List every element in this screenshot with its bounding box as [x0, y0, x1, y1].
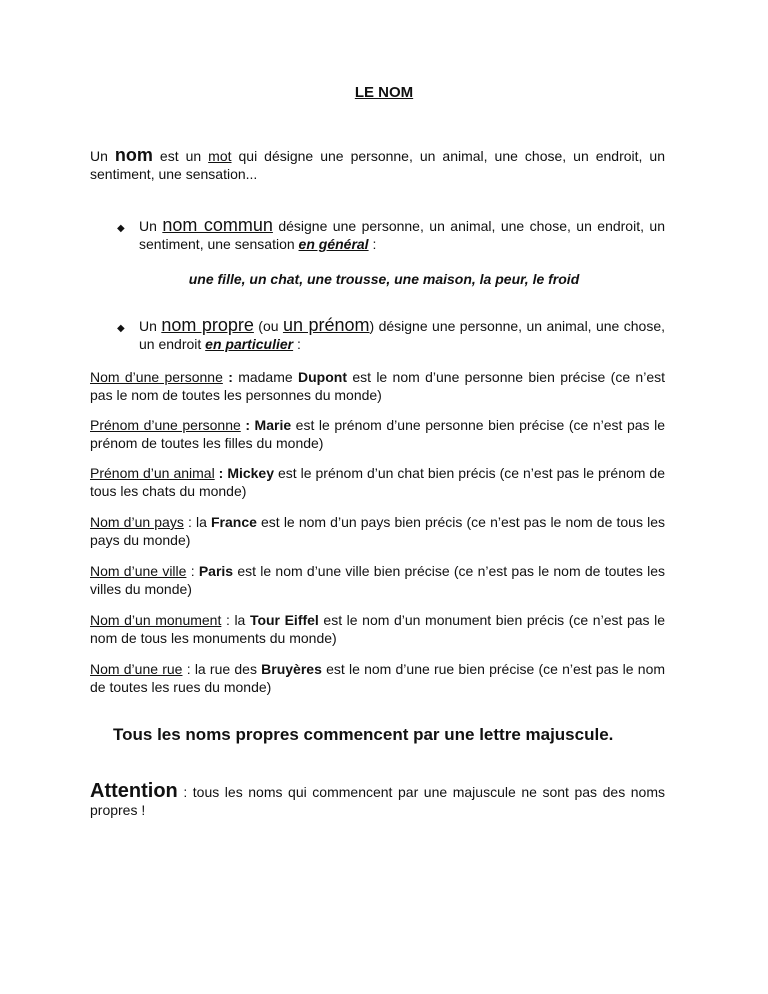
item-sep: :: [186, 563, 199, 579]
intro-text-2: est un: [152, 148, 209, 164]
b2-term-1: nom propre: [161, 315, 254, 335]
bullet-nom-propre: [139, 316, 665, 353]
item-sep: :: [222, 369, 239, 385]
b2-text-3: ) désigne une personne, un animal, une chose, un endroit: [139, 318, 665, 352]
list-item: [90, 660, 665, 696]
item-sep: :: [221, 612, 235, 628]
list-item: [90, 416, 665, 452]
item-name: Dupont: [298, 369, 347, 385]
item-label: Prénom d’une personne: [90, 417, 241, 433]
item-sep: :: [183, 514, 196, 530]
list-item: [90, 368, 665, 404]
list-item: [90, 611, 665, 647]
diamond-bullet-icon: ◆: [117, 323, 125, 334]
item-name: Mickey: [227, 465, 275, 481]
b2-term-2: un prénom: [282, 315, 370, 335]
b1-text-1: Un: [139, 218, 163, 234]
item-label: Nom d’une ville: [90, 563, 187, 579]
page-title: LE NOM: [354, 84, 414, 101]
item-name: Marie: [254, 417, 292, 433]
intro-nom: nom: [114, 145, 153, 165]
item-post: est le prénom d’une personne bien précise (ce n’est pas le prénom de toutes les filles du monde): [90, 417, 665, 451]
bullet-nom-commun: [139, 216, 665, 253]
item-name: Paris: [198, 563, 234, 579]
item-post: est le nom d’un pays bien précis (ce n’est pas le nom de tous les pays du monde): [90, 514, 665, 548]
item-label: Nom d’un monument: [90, 612, 222, 628]
item-pre: madame: [238, 369, 298, 385]
attention-word: Attention: [90, 780, 178, 802]
item-name: France: [210, 514, 257, 530]
item-sep: :: [182, 661, 195, 677]
intro-mot: mot: [208, 148, 232, 164]
b2-emph: en particulier: [205, 336, 294, 352]
intro-text-3: qui désigne une personne, un animal, une chose, un endroit, un sentiment, une sensation...: [90, 148, 665, 182]
item-name: Tour Eiffel: [249, 612, 319, 628]
attention-paragraph: [90, 782, 665, 819]
item-label: Nom d’une personne: [90, 369, 223, 385]
intro-paragraph: [90, 146, 665, 183]
item-sep: :: [214, 465, 228, 481]
b1-text-3: :: [368, 236, 377, 252]
b1-emph: en général: [298, 236, 369, 252]
item-label: Nom d’une rue: [90, 661, 183, 677]
b2-text-2: (ou: [253, 318, 283, 334]
item-pre: la: [195, 514, 211, 530]
b2-text-1: Un: [139, 318, 162, 334]
list-item: [90, 562, 665, 598]
item-sep: :: [240, 417, 255, 433]
attention-text: : tous les noms qui commencent par une majuscule ne sont pas des noms propres !: [90, 784, 665, 818]
item-post: est le nom d’une personne bien précise (ce n’est pas le nom de toutes les personnes du monde): [90, 369, 665, 403]
b1-text-2: désigne une personne, un animal, une chose, un endroit, un sentiment, une sensation: [139, 218, 665, 252]
item-label: Prénom d’un animal: [90, 465, 215, 481]
examples-line: une fille, un chat, une trousse, une maison, la peur, le froid: [188, 271, 580, 287]
item-pre: la rue des: [194, 661, 262, 677]
item-pre: la: [234, 612, 250, 628]
diamond-bullet-icon: ◆: [117, 223, 125, 234]
list-item: [90, 513, 665, 549]
item-post: est le prénom d’un chat bien précis (ce n’est pas le prénom de tous les chats du monde): [90, 465, 665, 499]
conclusion-heading: Tous les noms propres commencent par une lettre majuscule.: [113, 725, 614, 744]
intro-text-1: Un: [90, 148, 115, 164]
b1-term: nom commun: [162, 215, 273, 235]
list-item: [90, 464, 665, 500]
item-post: est le nom d’un monument bien précis (ce n’est pas le nom de tous les monuments du monde): [90, 612, 666, 646]
b2-text-4: :: [293, 336, 301, 352]
item-label: Nom d’un pays: [90, 514, 184, 530]
item-name: Bruyères: [261, 661, 322, 677]
item-post: est le nom d’une rue bien précise (ce n’est pas le nom de toutes les rues du monde): [90, 661, 666, 695]
item-post: est le nom d’une ville bien précise (ce n’est pas le nom de toutes les villes du monde): [90, 563, 665, 597]
